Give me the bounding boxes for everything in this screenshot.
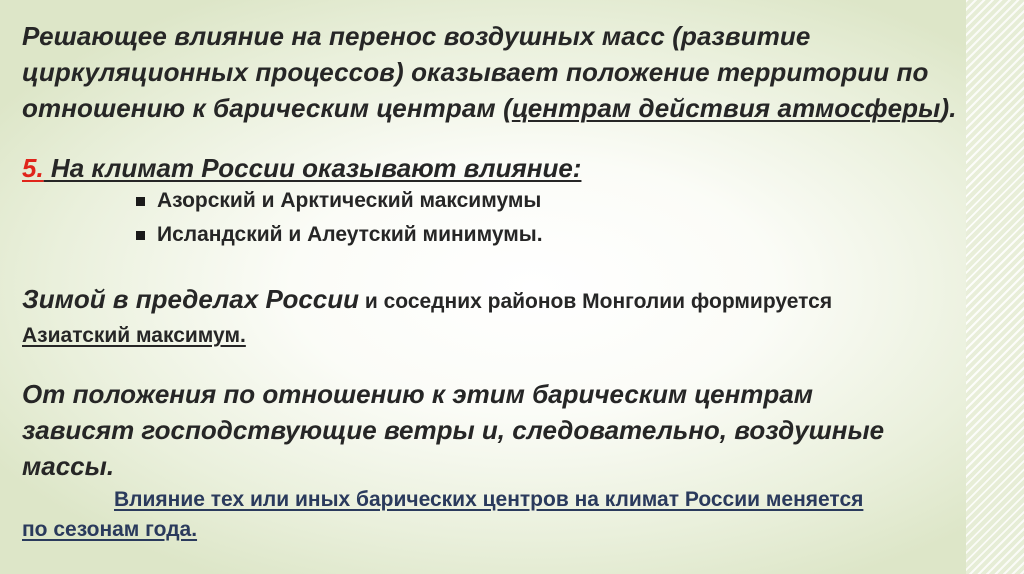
section-number: 5. bbox=[22, 153, 44, 183]
bullet-square-icon bbox=[136, 197, 145, 206]
dependence-line-1: От положения по отношению к этим барическим центрам bbox=[22, 379, 813, 409]
dependence-line-2: зависят господствующие ветры и, следовательно, воздушные bbox=[22, 415, 885, 445]
asian-high-term: Азиатский максимум. bbox=[22, 324, 246, 347]
dependence-line-3: массы. bbox=[22, 451, 115, 481]
dependence-paragraph bbox=[22, 376, 884, 484]
winter-paragraph bbox=[22, 282, 832, 353]
winter-lead: Зимой в пределах России bbox=[22, 284, 360, 314]
bullet-square-icon bbox=[136, 231, 145, 240]
list-item-text: Азорский и Арктический максимумы bbox=[157, 189, 542, 212]
seasonal-paragraph bbox=[22, 485, 863, 545]
list-item bbox=[136, 184, 543, 218]
intro-line-3-end: ). bbox=[940, 93, 957, 123]
seasonal-line-1 bbox=[22, 485, 863, 515]
decorative-stripe bbox=[966, 0, 1024, 574]
intro-paragraph bbox=[22, 18, 957, 126]
list-item-text: Исландский и Алеутский минимумы. bbox=[157, 223, 543, 246]
section-title: На климат России оказывают влияние: bbox=[43, 153, 582, 183]
pressure-centers-list bbox=[136, 184, 543, 252]
intro-line-3-text: отношению к барическим центрам ( bbox=[22, 93, 512, 123]
seasonal-line-1-text: Влияние тех или иных барических центров на климат России меняется bbox=[114, 488, 864, 511]
list-item bbox=[136, 218, 543, 252]
section-heading bbox=[22, 151, 581, 185]
action-centers-term: центрам действия атмосферы bbox=[511, 93, 941, 123]
winter-line-1 bbox=[22, 282, 832, 319]
winter-rest: и соседних районов Монголии формируется bbox=[359, 290, 833, 313]
intro-line-3 bbox=[22, 90, 957, 126]
intro-line-1: Решающее влияние на перенос воздушных масс (развитие bbox=[22, 21, 811, 51]
seasonal-line-2: по сезонам года. bbox=[22, 518, 198, 541]
intro-line-2: циркуляционных процессов) оказывает положение территории по bbox=[22, 57, 929, 87]
